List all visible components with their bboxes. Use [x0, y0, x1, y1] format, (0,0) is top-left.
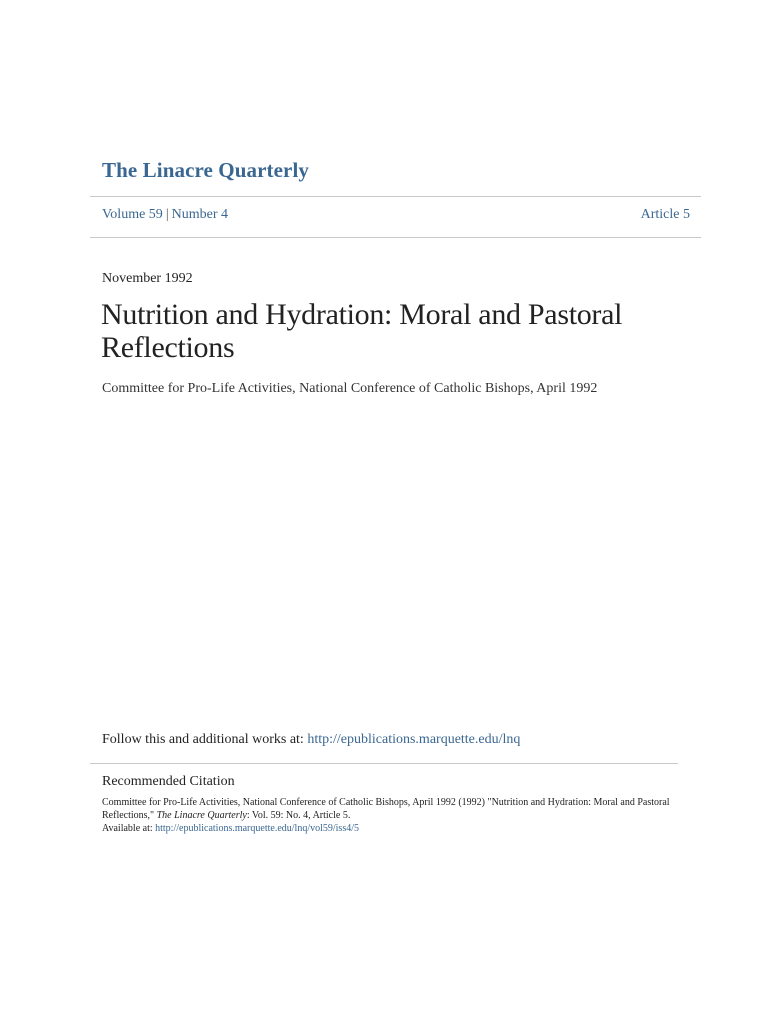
divider-middle [90, 237, 701, 238]
number-link[interactable]: Number 4 [171, 207, 229, 222]
journal-title[interactable]: The Linacre Quarterly [102, 158, 310, 182]
article-link[interactable]: Article 5 [640, 207, 690, 222]
follow-line [102, 732, 520, 748]
issue-bar [102, 207, 690, 223]
available-link[interactable]: http://epublications.marquette.edu/lnq/vol59/iss4/5 [155, 823, 359, 834]
citation-text-after: : Vol. 59: No. 4, Article 5. [246, 810, 351, 821]
article-authors: Committee for Pro-Life Activities, National Conference of Catholic Bishops, April 1992 [102, 381, 598, 396]
follow-link[interactable]: http://epublications.marquette.edu/lnq [307, 732, 521, 747]
article-title: Nutrition and Hydration: Moral and Pastoral Reflections [101, 298, 623, 364]
citation-journal: The Linacre Quarterly [156, 810, 247, 821]
citation-body [102, 796, 674, 835]
citation-text-before: Committee for Pro-Life Activities, National Conference of Catholic Bishops, April 1992 (1992) "Nutrition and Hydration: Moral and Pastoral Reflections," [102, 797, 670, 821]
follow-prefix: Follow this and additional works at: [102, 732, 308, 747]
publication-date: November 1992 [102, 271, 193, 286]
citation-heading: Recommended Citation [102, 774, 235, 789]
divider-citation [90, 763, 678, 764]
volume-link[interactable]: Volume 59 [102, 207, 163, 222]
issue-separator: | [165, 207, 169, 222]
available-label: Available at: [102, 823, 156, 834]
divider-top [90, 196, 701, 197]
